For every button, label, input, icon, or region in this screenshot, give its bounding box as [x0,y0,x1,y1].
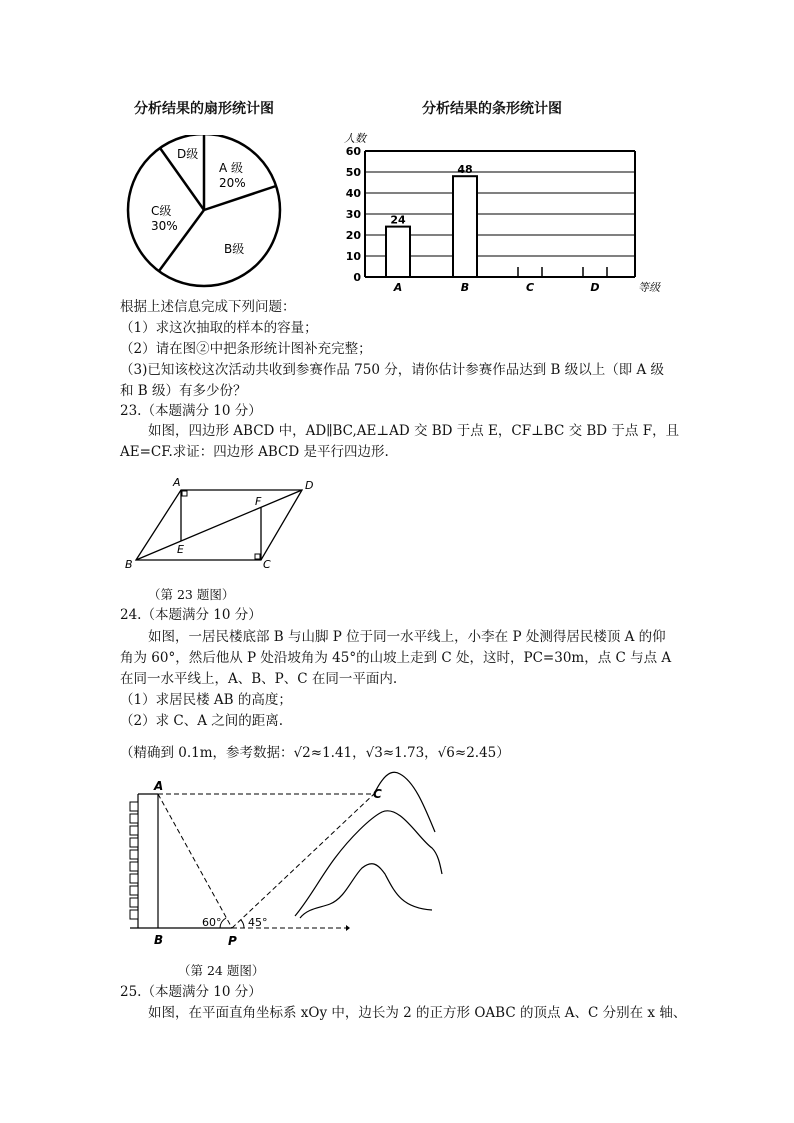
building-brick [130,862,138,871]
q23-body-1: 如图，四边形 ABCD 中，AD∥BC,AE⊥AD 交 BD 于点 E，CF⊥BC 交 BD 于点 F，且 [148,423,680,439]
q24-item-1: （1）求居民楼 AB 的高度； [120,692,292,708]
bar-chart-title: 分析结果的条形统计图 [422,101,562,117]
mountain-ridge-3 [300,864,432,918]
q22-item-2: （2）请在图②中把条形统计图补充完整； [120,341,372,357]
pie-label-c: C级 [151,204,172,218]
building-brick [130,802,138,811]
q24-item-2: （2）求 C、A 之间的距离. [120,713,284,729]
q24-heading: 24.（本题满分 10 分） [120,607,262,623]
bar-category-B: B [460,281,470,294]
q24-caption: （第 24 题图） [178,963,265,978]
label-c: C [373,787,382,801]
angle-45-arc [241,920,244,928]
bar-category-C: C [525,281,535,294]
bar-y-tick: 20 [345,229,361,242]
bar-y-tick: 60 [345,145,361,158]
mountain-ridge-2 [295,811,442,916]
q23-figure [122,474,332,574]
label-d: D [305,479,314,492]
mountain-ridge-1 [374,772,435,832]
angle-45-label: 45° [248,916,268,929]
bar-category-A: A [393,281,403,294]
bar-y-tick: 10 [345,250,361,263]
pie-label-d: D级 [177,147,199,161]
pie-chart-title: 分析结果的扇形统计图 [134,101,274,117]
angle-60-label: 60° [202,916,222,929]
bar-y-tick: 30 [345,208,361,221]
bar-y-tick: 40 [345,187,361,200]
bar-ylabel: 人数 [344,132,366,145]
pie-label-c-pct: 30% [151,219,178,233]
bar-y-tick: 0 [353,271,361,284]
bar-chart [330,128,670,298]
q22-item-3-cont: 和 B 级）有多少份？ [120,383,247,399]
right-angle-a [182,491,187,496]
label-a: A [173,476,181,489]
bar-B [453,176,477,277]
q22-intro: 根据上述信息完成下列问题： [120,299,296,315]
bar-category-D: D [590,281,600,294]
label-f: F [255,495,262,508]
building-brick [130,838,138,847]
label-c: C [263,558,271,571]
building-brick [130,874,138,883]
label-a: A [154,779,164,793]
building-brick [130,814,138,823]
label-e: E [177,543,184,556]
building-brick [130,850,138,859]
pie-label-a: A 级 [219,161,244,175]
pie-label-b: B级 [224,242,245,256]
building-brick [130,886,138,895]
bar-value-label-A: 24 [390,213,406,227]
q25-heading: 25.（本题满分 10 分） [120,984,262,1000]
line-pc [232,794,374,928]
building-brick [130,898,138,907]
bar-y-tick: 50 [345,166,361,179]
q24-note: （精确到 0.1m，参考数据：√2≈1.41，√3≈1.73，√6≈2.45） [120,745,510,761]
label-p: P [228,934,237,948]
q22-item-3: （3)已知该校这次活动共收到参赛作品 750 分，请你估计参赛作品达到 B 级以上（即 A 级 [120,362,665,378]
arrow-head [346,925,350,931]
label-b: B [125,558,133,571]
q22-item-1: （1）求这次抽取的样本的容量； [120,320,318,336]
q24-figure [120,768,450,954]
q24-body-1: 如图，一居民楼底部 B 与山脚 P 位于同一水平线上，小李在 P 处测得居民楼顶 A 的仰 [148,629,666,645]
label-b: B [154,933,164,947]
q23-caption: （第 23 题图） [148,587,235,602]
line-ap [158,794,232,928]
bar-value-label-B: 48 [457,163,473,177]
q23-body-2: AE=CF.求证：四边形 ABCD 是平行四边形. [120,444,389,460]
building-brick [130,826,138,835]
q25-body-1: 如图，在平面直角坐标系 xOy 中，边长为 2 的正方形 OABC 的顶点 A、C 分别在 x 轴、 [148,1005,687,1021]
q23-heading: 23.（本题满分 10 分） [120,403,262,419]
building-bricks [130,802,138,919]
diagonal-bd [136,490,302,560]
bar-A [386,227,410,277]
pie-label-a-pct: 20% [219,176,246,190]
q24-body-3: 在同一水平线上，A、B、P、C 在同一平面内. [120,671,398,687]
bar-xlabel: 等级 [638,281,660,294]
building-brick [130,910,138,919]
pie-chart [120,135,290,295]
q24-body-2: 角为 60°，然后他从 P 处沿坡角为 45°的山坡上走到 C 处，这时，PC=30m，点 C 与点 A [120,650,672,666]
right-angle-c [255,554,260,559]
